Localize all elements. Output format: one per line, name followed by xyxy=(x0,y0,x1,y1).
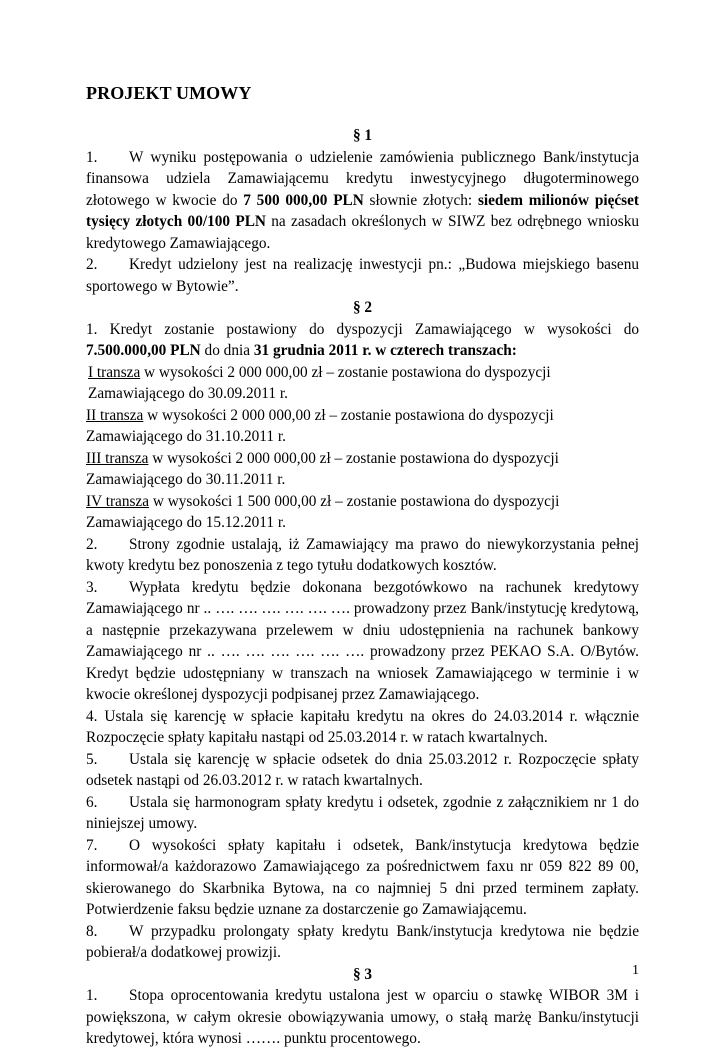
loan-amount-words: siedem milionów pięćset tysięcy złotych 00/100 PLN xyxy=(86,191,639,230)
tranche-text: w wysokości 1 500 000,00 zł – zostanie postawiona do dyspozycji Zamawiającego do 15.12.2011 r. xyxy=(86,492,560,531)
text: Wypłata kredytu będzie dokonana bezgotówkowo na rachunek kredytowy Zamawiającego nr .. …. …. …. …. …. …. prowadzony przez Bank/instytucję kredytową, a następnie przekazywana przelewem w dniu udostępnienia na rachunek bankowy Zamawiającego nr .. …. …. …. …. …. …. prowadzony przez PEKAO S.A. O/Bytów. Kredyt będzie udostępniany w transzach na wniosek Zamawiającego w terminie i w kwocie określonej dyspozycji podpisanej przez Zamawiającego. xyxy=(86,578,639,703)
tranche-text: w wysokości 2 000 000,00 zł – zostanie postawiona do dyspozycji Zamawiającego do 30.11.2011 r. xyxy=(86,449,559,488)
section-heading-3: § 3 xyxy=(352,965,373,983)
tranche-label: II transza xyxy=(86,406,144,424)
tranche-text: w wysokości 2 000 000,00 zł – zostanie postawiona do dyspozycji Zamawiającego do 30.09.2011 r. xyxy=(88,363,551,402)
tranche-label: IV transza xyxy=(86,492,150,510)
tranche-item xyxy=(86,362,639,405)
paragraph-1-2 xyxy=(86,254,639,297)
tranche-item xyxy=(86,448,639,491)
text: Stopa oprocentowania kredytu ustalona jest w oparciu o stawkę WIBOR 3M i powiększona, w całym okresie obowiązywania umowy, o stałą marżę Banku/instytucji kredytowej, która wynosi ……. punktu procentowego. xyxy=(86,987,639,1047)
paragraph-number: 1. xyxy=(86,148,98,166)
paragraph-number: 6. xyxy=(86,793,98,811)
tranche-label: I transza xyxy=(88,363,141,381)
paragraph-2-2 xyxy=(86,534,639,577)
tranche-item xyxy=(86,405,639,448)
text: Ustala się harmonogram spłaty kredytu i odsetek, zgodnie z załącznikiem nr 1 do niniejszej umowy. xyxy=(86,793,639,832)
paragraph-number: 2. xyxy=(86,535,98,553)
document-title: PROJEKT UMOWY xyxy=(86,83,252,103)
loan-amount: 7.500.000,00 PLN xyxy=(86,342,201,359)
tranche-label: III transza xyxy=(86,449,149,467)
paragraph-number: 8. xyxy=(86,922,98,940)
text: Kredyt udzielony jest na realizację inwestycji pn.: „Budowa miejskiego basenu sportowego w Bytowie”. xyxy=(86,256,639,295)
paragraph-2-6 xyxy=(86,792,639,835)
paragraph-2-7 xyxy=(86,835,639,921)
tranche-text: w wysokości 2 000 000,00 zł – zostanie postawiona do dyspozycji Zamawiającego do 31.10.2011 r. xyxy=(86,406,554,445)
paragraph-3-1 xyxy=(86,985,639,1050)
paragraph-2-1 xyxy=(86,319,639,362)
text: O wysokości spłaty kapitału i odsetek, Bank/instytucja kredytowa będzie informował/a każdorazowo Zamawiającego za pośrednictwem faxu nr 059 822 89 00, skierowanego do Skarbnika Bytowa, na co najmniej 5 dni przed terminem zapłaty. Potwierdzenie faksu będzie uznane za dostarczenie go Zamawiającemu. xyxy=(86,836,639,918)
paragraph-number: 2. xyxy=(86,256,98,273)
text: słownie złotych: xyxy=(363,191,478,209)
document-body xyxy=(86,125,639,1050)
tranche-item xyxy=(86,491,639,534)
section-heading-2: § 2 xyxy=(352,299,373,316)
text: Strony zgodnie ustalają, iż Zamawiający ma prawo do niewykorzystania pełnej kwoty kredytu bez ponoszenia z tego tytułu dodatkowych kosztów. xyxy=(86,535,639,574)
paragraph-2-4: 4. Ustala się karencję w spłacie kapitału kredytu na okres do 24.03.2014 r. włącznie Rozpoczęcie spłaty kapitału nastąpi od 25.03.2014 r. w ratach kwartalnych. xyxy=(86,707,639,746)
page-number: 1 xyxy=(632,963,639,978)
paragraph-number: 7. xyxy=(86,836,98,854)
text: W wyniku postępowania o udzielenie zamówienia publicznego Bank/instytucja finansowa udziela Zamawiającemu kredytu inwestycyjnego długoterminowego złotowego w kwocie do xyxy=(86,148,639,209)
text: W przypadku prolongaty spłaty kredytu Bank/instytucja kredytowa nie będzie pobierał/a dodatkowej prowizji. xyxy=(86,922,639,961)
loan-amount: 7 500 000,00 PLN xyxy=(243,191,364,209)
paragraph-number: 3. xyxy=(86,578,98,596)
deadline: 31 grudnia 2011 r. w czterech transzach: xyxy=(253,342,517,359)
text: na zasadach określonych w SIWZ bez odrębnego wniosku kredytowego Zamawiającego. xyxy=(86,213,639,252)
paragraph-2-5 xyxy=(86,749,639,792)
text: 1. Kredyt zostanie postawiony do dyspozycji Zamawiającego w wysokości do xyxy=(86,320,639,338)
section-heading-1: § 1 xyxy=(352,127,373,144)
paragraph-1-1 xyxy=(86,147,639,255)
paragraph-2-8 xyxy=(86,921,639,964)
paragraph-2-3 xyxy=(86,577,639,706)
paragraph-number: 5. xyxy=(86,750,98,768)
text: Ustala się karencję w spłacie odsetek do dnia 25.03.2012 r. Rozpoczęcie spłaty odsetek nastąpi od 26.03.2012 r. w ratach kwartalnych. xyxy=(86,750,639,789)
paragraph-number: 1. xyxy=(86,987,98,1004)
text: do dnia xyxy=(200,342,254,359)
